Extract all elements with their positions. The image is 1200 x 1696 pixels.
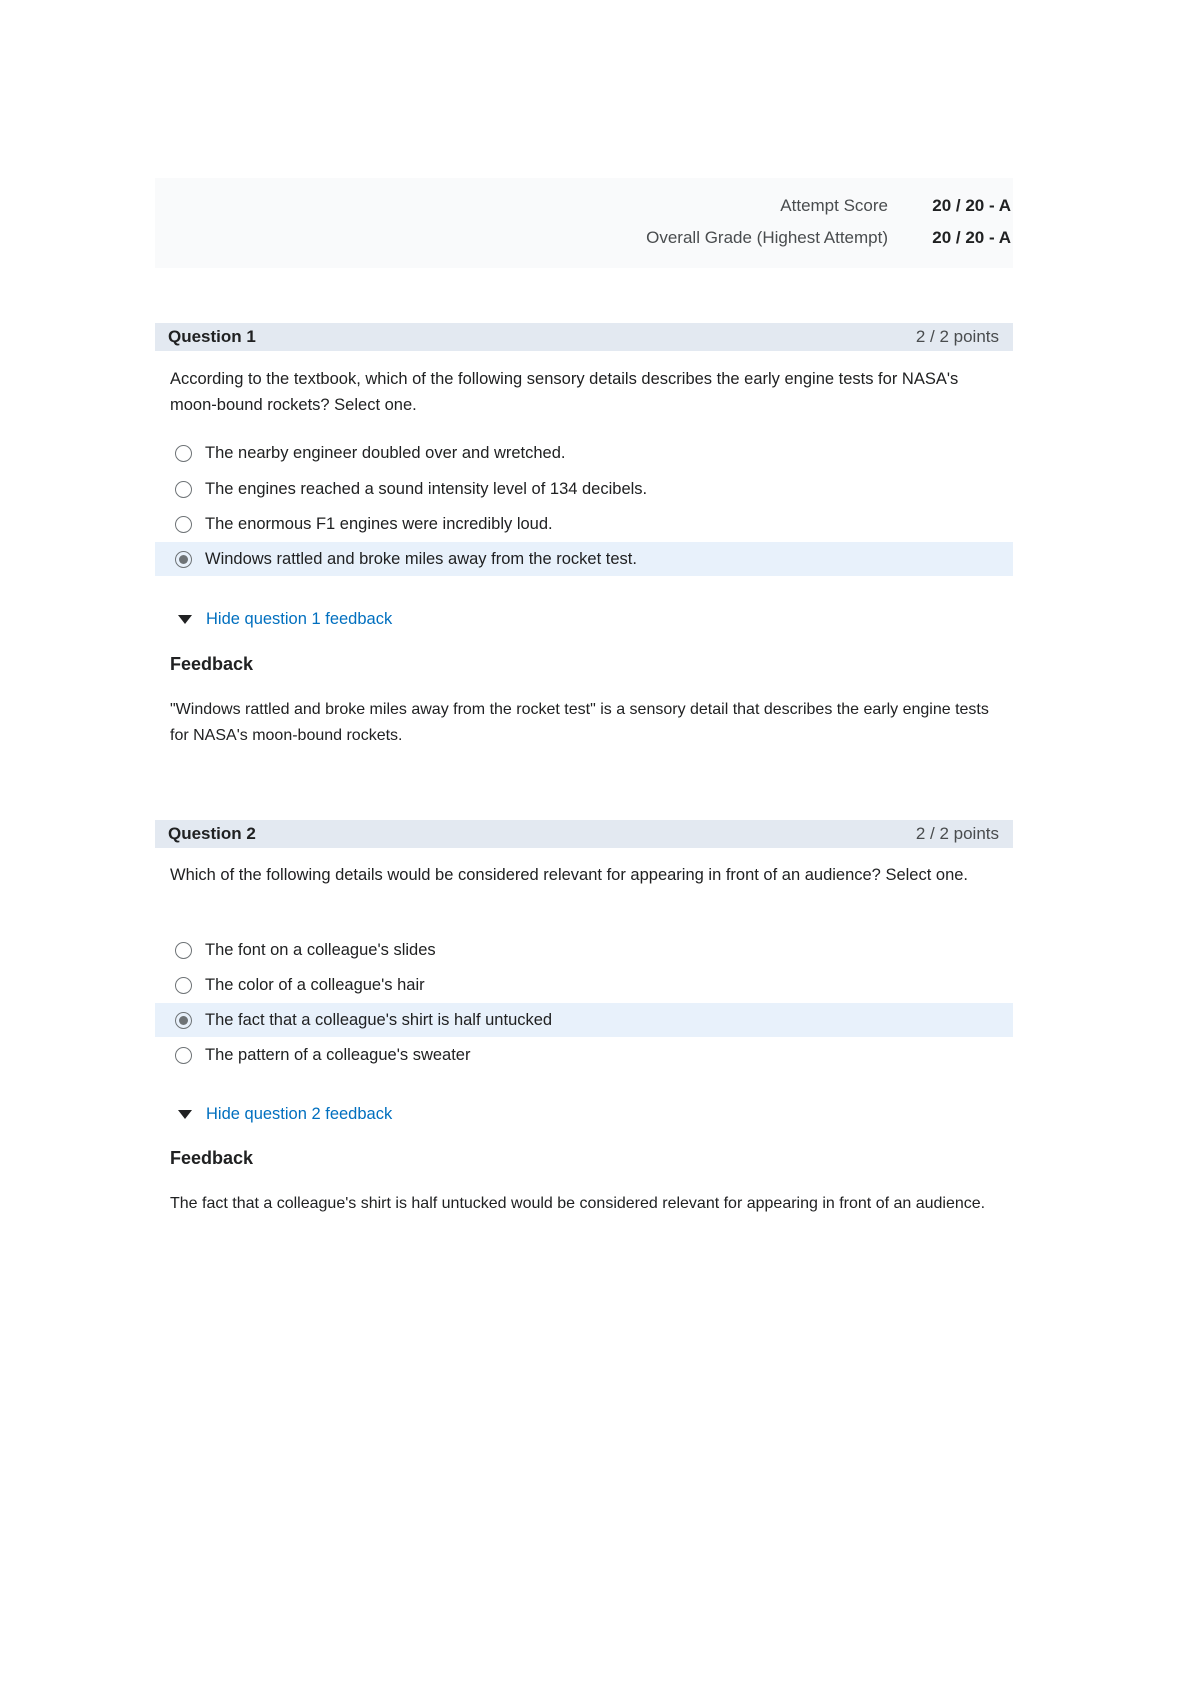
option-label: The nearby engineer doubled over and wretched. — [205, 443, 566, 462]
overall-grade-label: Overall Grade (Highest Attempt) — [646, 228, 888, 247]
option-label: The fact that a colleague's shirt is half untucked — [205, 1010, 553, 1029]
question-2-option-1[interactable] — [155, 933, 1013, 967]
overall-grade-row — [155, 222, 1013, 254]
feedback-toggle-label[interactable]: Hide question 2 feedback — [206, 1104, 393, 1123]
radio-button-icon[interactable] — [175, 516, 192, 533]
question-1-header — [155, 323, 1013, 351]
question-1-option-3[interactable] — [155, 507, 1013, 541]
option-label: The enormous F1 engines were incredibly loud. — [205, 514, 553, 533]
option-label: The engines reached a sound intensity level of 134 decibels. — [205, 479, 648, 498]
question-2-option-4[interactable] — [155, 1038, 1013, 1072]
hide-feedback-toggle-1[interactable] — [178, 607, 392, 631]
feedback-toggle-label[interactable]: Hide question 1 feedback — [206, 609, 393, 628]
option-label: The color of a colleague's hair — [205, 975, 425, 994]
attempt-score-label: Attempt Score — [780, 196, 888, 215]
radio-button-selected-icon[interactable] — [175, 551, 192, 568]
question-points: 2 / 2 points — [915, 327, 999, 346]
question-title: Question 1 — [168, 327, 256, 346]
feedback-text-1: "Windows rattled and broke miles away from the rocket test" is a sensory detail that describes the early engine tests for NASA's moon-bound rockets. — [170, 701, 989, 744]
feedback-text-2: The fact that a colleague's shirt is half untucked would be considered relevant for appearing in front of an audience. — [170, 1195, 986, 1212]
radio-button-icon[interactable] — [175, 1047, 192, 1064]
question-points: 2 / 2 points — [915, 824, 999, 843]
question-1-option-4[interactable] — [155, 542, 1013, 576]
caret-down-icon — [178, 1110, 192, 1119]
radio-button-selected-icon[interactable] — [175, 1012, 192, 1029]
hide-feedback-toggle-2[interactable] — [178, 1102, 392, 1126]
radio-button-icon[interactable] — [175, 942, 192, 959]
feedback-heading-2: Feedback — [170, 1148, 254, 1168]
option-label: Windows rattled and broke miles away from the rocket test. — [205, 549, 637, 568]
overall-grade-value: 20 / 20 - A — [932, 228, 1011, 247]
attempt-score-value: 20 / 20 - A — [932, 196, 1011, 215]
question-2-text: Which of the following details would be considered relevant for appearing in front of an audience? Select one. — [170, 866, 969, 884]
radio-button-icon[interactable] — [175, 445, 192, 462]
question-1-text: According to the textbook, which of the following sensory details describes the early engine tests for NASA's moon-bound rockets? Select one. — [170, 370, 959, 414]
score-summary — [155, 178, 1013, 268]
question-2-option-2[interactable] — [155, 968, 1013, 1002]
radio-button-icon[interactable] — [175, 977, 192, 994]
feedback-heading-1: Feedback — [170, 654, 254, 674]
question-2-option-3[interactable] — [155, 1003, 1013, 1037]
caret-down-icon — [178, 615, 192, 624]
option-label: The font on a colleague's slides — [205, 940, 436, 959]
radio-button-icon[interactable] — [175, 481, 192, 498]
question-1-option-1[interactable] — [155, 436, 1013, 470]
question-1-option-2[interactable] — [155, 472, 1013, 506]
option-label: The pattern of a colleague's sweater — [205, 1045, 471, 1064]
question-2-header — [155, 820, 1013, 848]
question-title: Question 2 — [168, 824, 256, 843]
attempt-score-row — [155, 190, 1013, 222]
